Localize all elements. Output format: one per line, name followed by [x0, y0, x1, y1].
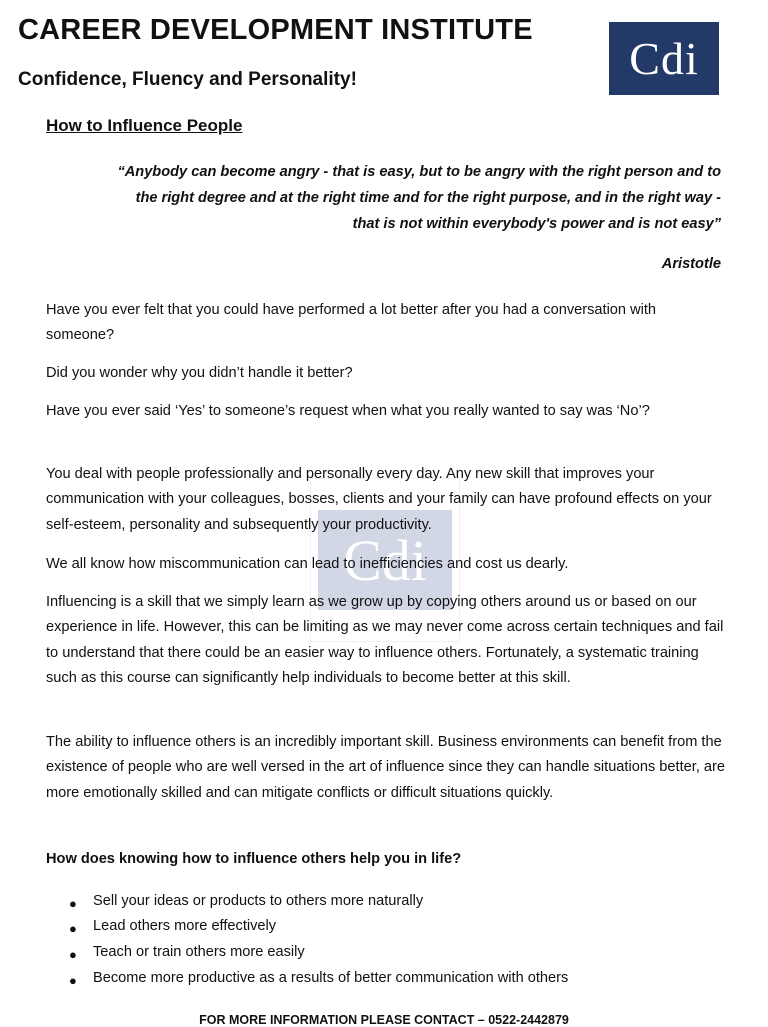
institute-tagline: Confidence, Fluency and Personality!: [18, 69, 357, 90]
bullet-icon: ●: [69, 921, 77, 936]
paragraph-5: We all know how miscommunication can lead to inefficiencies and cost us dearly.: [46, 556, 569, 572]
list-item-text: Lead others more effectively: [93, 918, 277, 934]
bullet-icon: ●: [69, 973, 77, 988]
list-item-text: Sell your ideas or products to others more naturally: [93, 893, 424, 909]
quote-line-3: that is not within everybody's power and is not easy”: [352, 215, 721, 232]
institute-title: CAREER DEVELOPMENT INSTITUTE: [18, 14, 533, 46]
paragraph-7: The ability to influence others is an incredibly important skill. Business environments can benefit from the existence of people who are well versed in the art of influence since they can handle situations better, are more emotionally skilled and can mitigate conflicts or difficult situations quickly.: [46, 734, 726, 801]
list-item-text: Become more productive as a results of better communication with others: [93, 970, 569, 986]
cdi-logo: [609, 22, 719, 95]
contact-footer: FOR MORE INFORMATION PLEASE CONTACT – 0522-2442879: [199, 1013, 569, 1027]
article-heading: How to Influence People: [46, 116, 243, 135]
paragraph-2: Did you wonder why you didn’t handle it better?: [46, 365, 353, 381]
bullet-icon: ●: [69, 896, 77, 911]
paragraph-3: Have you ever said ‘Yes’ to someone’s request when what you really wanted to say was ‘No’?: [46, 403, 650, 419]
quote-block: [46, 160, 721, 237]
logo-text: Cdi: [629, 33, 699, 84]
bullet-icon: ●: [69, 947, 77, 962]
paragraph-4: You deal with people professionally and personally every day. Any new skill that improves your communication with your colleagues, bosses, clients and your family can have profound effects on your self-esteem, personality and subsequently your productivity.: [46, 466, 712, 533]
quote-line-2: the right degree and at the right time and for the right purpose, and in the right way -: [135, 189, 721, 206]
quote-line-1: “Anybody can become angry - that is easy, but to be angry with the right person and to: [117, 164, 721, 180]
paragraph-6: Influencing is a skill that we simply learn as we grow up by copying others around us or based on our experience in life. However, this can be limiting as we may never come across certain techniques and fail to understand that there could be an easier way to influence others. Fortunately, a systematic training such as this course can significantly help individuals to become better at this skill.: [46, 594, 724, 686]
watermark-text: Cdi: [343, 527, 427, 593]
paragraph-1: Have you ever felt that you could have performed a lot better after you had a conversation with someone?: [46, 302, 657, 344]
benefits-question: How does knowing how to influence others help you in life?: [46, 851, 462, 867]
list-item-text: Teach or train others more easily: [93, 944, 305, 960]
quote-author: Aristotle: [661, 256, 721, 272]
